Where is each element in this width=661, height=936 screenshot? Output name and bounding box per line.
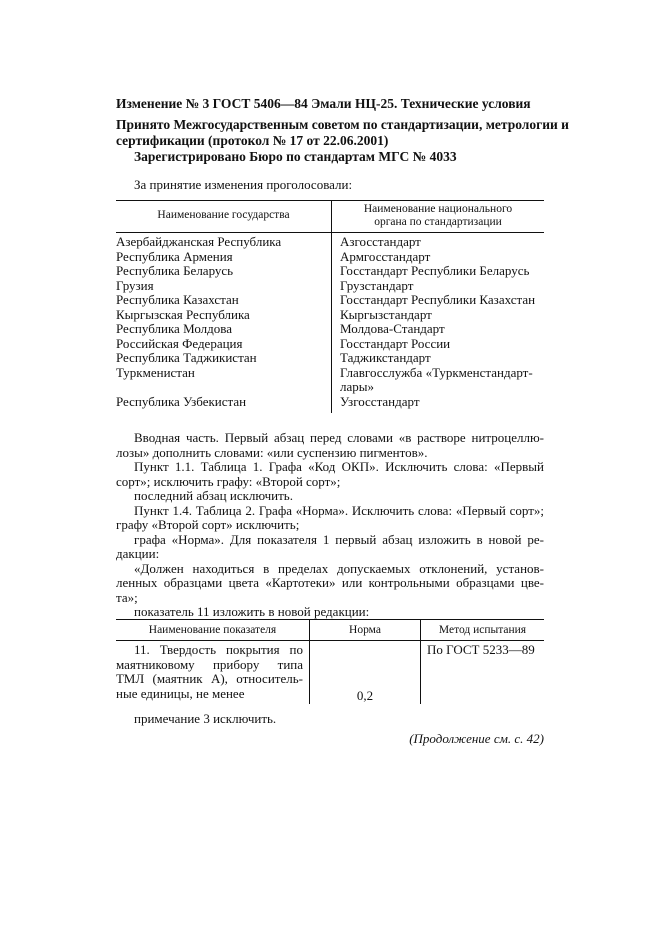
paragraph-line: графу «Второй сорт» исключить; [116, 517, 300, 532]
indicator-name-line: ные единицы, не менее [116, 685, 245, 701]
table-header-rule [116, 640, 544, 641]
continuation-note: (Продолжение см. с. 42) [409, 731, 544, 746]
col-header-organ-1: Наименование национального [363, 203, 513, 215]
adopted-line-1: Принято Межгосударственным советом по стандартизации, метрологии и [116, 117, 569, 132]
col-header-indicator: Наименование показателя [148, 624, 277, 636]
paragraph-line: сорт»; исключить графу: «Второй сорт»; [116, 473, 341, 489]
paragraph-line: показатель 11 изложить в новой редакции: [134, 604, 370, 619]
organ-cell: Госстандарт России [340, 335, 451, 351]
organ-cell: Армгосстандарт [340, 248, 431, 264]
organ-cell: Грузстандарт [340, 277, 414, 293]
table-column-divider [331, 200, 332, 413]
state-cell: Республика Казахстан [116, 292, 239, 307]
paragraph-line: Пункт 1.4. Таблица 2. Графа «Норма». Исключить слова: «Первый сорт»; [134, 502, 544, 518]
paragraph-line: дакции: [116, 546, 160, 561]
organ-cell: Кыргызстандарт [340, 306, 432, 322]
registered-line: Зарегистрировано Бюро по стандартам МГС № 4033 [134, 149, 457, 164]
indicator-name-line: ТМЛ (маятник А), относитель- [116, 671, 303, 686]
state-cell: Республика Таджикистан [116, 350, 257, 365]
state-cell: Российская Федерация [116, 335, 243, 351]
state-cell: Республика Молдова [116, 321, 232, 336]
note-line: примечание 3 исключить. [134, 711, 277, 726]
paragraph-line: последний абзац исключить. [134, 488, 293, 503]
state-cell: Туркменистан [116, 364, 195, 380]
organ-cell: Главгосслужба «Туркменстандарт- [340, 364, 533, 380]
organ-cell: Молдова-Стандарт [340, 321, 445, 336]
state-cell: Грузия [116, 277, 154, 293]
paragraph-line: та»; [116, 589, 138, 605]
state-cell: Республика Узбекистан [116, 394, 247, 409]
method-value: По ГОСТ 5233—89 [427, 642, 535, 657]
organ-cell: Госстандарт Республики Казахстан [340, 292, 536, 307]
organ-cell: Азгосстандарт [340, 234, 421, 249]
state-cell: Азербайджанская Республика [116, 234, 282, 249]
table-header-rule [116, 232, 544, 233]
norm-value: 0,2 [356, 688, 374, 703]
paragraph-line: Пункт 1.1. Таблица 1. Графа «Код ОКП». Исключить слова: «Первый [134, 459, 544, 474]
table-top-rule [116, 200, 544, 201]
paragraph-line: лозы» дополнить словами: «или суспензию пигментов». [116, 444, 428, 460]
organ-cell-continued: лары» [340, 379, 374, 394]
voted-intro: За принятие изменения проголосовали: [134, 177, 353, 192]
document-title: Изменение № 3 ГОСТ 5406—84 Эмали НЦ-25. Технические условия [116, 96, 531, 111]
table-top-rule [116, 619, 544, 620]
paragraph-line: графа «Норма». Для показателя 1 первый абзац изложить в новой ре- [134, 531, 544, 547]
adopted-line-2: сертификации (протокол № 17 от 22.06.2001) [116, 133, 389, 148]
organ-cell: Узгосстандарт [340, 394, 420, 409]
state-cell: Республика Беларусь [116, 263, 234, 278]
state-cell: Кыргызская Республика [116, 306, 250, 322]
organ-cell: Госстандарт Республики Беларусь [340, 263, 530, 278]
state-cell: Республика Армения [116, 248, 233, 264]
col-header-norm: Норма [349, 624, 381, 636]
col-header-organ-2: органа по стандартизации [374, 216, 502, 228]
paragraph-line: «Должен находиться в пределах допускаемых отклонений, установ- [134, 560, 544, 576]
indicator-name-line: маятниковому прибору типа [116, 656, 303, 672]
paragraph-line: Вводная часть. Первый абзац перед словами «в растворе нитроцеллю- [134, 430, 544, 445]
indicator-name-line: 11. Твердость покрытия по [134, 642, 303, 657]
paragraph-line: ленных образцами цвета «Картотеки» или контрольными образцами цве- [116, 575, 544, 590]
col-header-method: Метод испытания [438, 624, 527, 636]
organ-cell: Таджикстандарт [340, 350, 431, 365]
col-header-state: Наименование государства [157, 209, 290, 221]
